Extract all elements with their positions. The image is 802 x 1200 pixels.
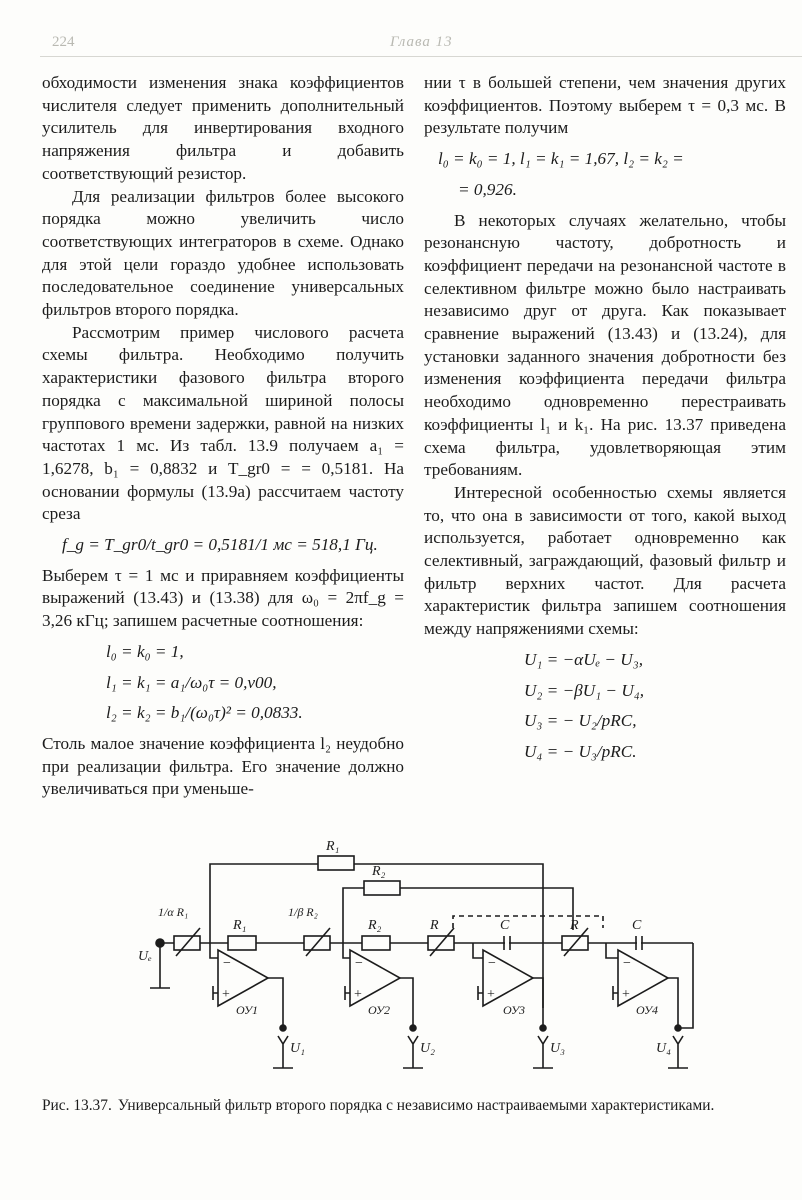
equation: l₁ = k₁ = a₁/ω₀τ = 0,v00, — [106, 672, 277, 692]
svg-text:+: + — [487, 987, 495, 1002]
label: R₁ — [233, 918, 247, 933]
equation-group — [42, 641, 404, 725]
figure-caption — [42, 1096, 782, 1116]
equation: f_g = T_gr0/t_gr0 = 0,5181/1 мс = 518,1 Гц. — [62, 535, 378, 555]
opamp-1 — [210, 943, 283, 1028]
opamp-3 — [473, 943, 543, 1028]
svg-text:U₄: U₄ — [656, 1041, 671, 1056]
left-column — [42, 72, 404, 801]
opamp-4 — [606, 943, 678, 1028]
equation: U₂ = −βU₁ − U₄, — [524, 680, 645, 700]
label: R — [570, 918, 579, 933]
right-column — [424, 72, 786, 772]
output-u1 — [273, 1025, 305, 1068]
label: ОУ3 — [503, 1003, 526, 1017]
label: Uₑ — [138, 949, 152, 964]
chapter-title: Глава 13 — [390, 34, 453, 50]
equation: l₀ = k₀ = 1, — [106, 641, 184, 661]
caption-text: Универсальный фильтр второго порядка с независимо настраиваемыми характеристиками. — [117, 1097, 715, 1114]
paragraph: Интересной особенностью схемы является то, что она в зависимости от того, какой выход используется, работает одновременно как селективный, заграждающий, фазовый фильтр и фильтр верхних частот. Для расчета характеристик фильтра запишем соотношения между напряжениями схемы: — [424, 482, 786, 639]
resistor-r1-top — [318, 856, 354, 870]
ground-in — [150, 978, 170, 988]
paragraph: Столь малое значение коэффициента l₂ неудобно при реализации фильтра. Его значение должно увеличиваться при уменьше- — [42, 733, 404, 799]
label: R — [430, 918, 439, 933]
svg-text:−: − — [488, 956, 496, 971]
page-header — [40, 34, 802, 57]
equation: = 0,926. — [458, 179, 517, 199]
svg-text:U₁: U₁ — [290, 1041, 305, 1056]
output-u2 — [403, 1025, 435, 1068]
equation: l₀ = k₀ = 1, l₁ = k₁ = 1,67, l₂ = k₂ = — [438, 149, 684, 169]
paragraph: Рассмотрим пример числового расчета схемы фильтра. Необходимо получить характеристики фазового фильтра второго порядка с максимальной шириной полосы группового времени задержки, равной на низких частотах 1 мс. Из табл. 13.9 получаем a₁ = 1,6278, b₁ = 0,8832 и T_gr0 = = 0,5181. На основании формулы (13.9а) рассчитаем частоту среза — [42, 322, 404, 524]
caption-label: Рис. 13.37. — [42, 1097, 112, 1114]
paragraph: Выберем τ = 1 мс и приравняем коэффициенты выражений (13.43) и (13.38) для ω₀ = 2πf_g = 3,26 кГц; запишем расчетные соотношения: — [42, 565, 404, 631]
label: 1/α R₁ — [158, 905, 189, 919]
equation: U₄ = − U₃/pRC. — [524, 741, 637, 761]
capacitor-gap — [505, 937, 509, 949]
resistor-r1 — [228, 936, 256, 950]
output-u3 — [533, 1025, 565, 1068]
resistor-r2-top — [364, 881, 400, 895]
label: ОУ2 — [368, 1003, 391, 1017]
label: C — [500, 918, 510, 933]
wire — [343, 888, 573, 943]
label: 1/β R₂ — [288, 905, 318, 919]
gang-link — [453, 916, 603, 928]
opamp-2 — [343, 943, 413, 1028]
equation: U₃ = − U₂/pRC, — [524, 711, 637, 731]
svg-text:−: − — [623, 956, 631, 971]
svg-text:+: + — [222, 987, 230, 1002]
equation: U₁ = −αUₑ − U₃, — [524, 649, 643, 669]
equation: l₂ = k₂ = b₁/(ω₀τ)² = 0,0833. — [106, 703, 303, 723]
wire — [678, 943, 693, 1028]
label: ОУ1 — [236, 1003, 259, 1017]
label: C — [632, 918, 642, 933]
svg-text:+: + — [622, 987, 630, 1002]
svg-text:−: − — [355, 956, 363, 971]
resistor-r2 — [362, 936, 390, 950]
paragraph: Для реализации фильтров более высокого порядка можно увеличить число соответствующих интеграторов в схеме. Однако для этой цели гораздо удобнее использовать последовательное соединение универсальных фильтров второго порядка. — [42, 186, 404, 320]
paragraph: нии τ в большей степени, чем значения других коэффициентов. Поэтому выберем τ = 0,3 мс. В результате получим — [424, 73, 786, 138]
svg-text:−: − — [223, 956, 231, 971]
filter-circuit-diagram — [118, 828, 698, 1088]
page-number: 224 — [52, 34, 75, 50]
svg-text:+: + — [354, 987, 362, 1002]
svg-text:U₂: U₂ — [420, 1041, 435, 1056]
label: R₂ — [372, 864, 386, 879]
equation-group — [424, 649, 786, 764]
paragraph: обходимости изменения знака коэффициентов числителя следует применить дополнительный усилитель для инвертирования входного напряжения фильтра и добавить соответствующий резистор. — [42, 73, 404, 183]
output-u4 — [656, 1025, 688, 1068]
label: R₂ — [368, 918, 382, 933]
svg-text:U₃: U₃ — [550, 1041, 565, 1056]
label: R₁ — [326, 839, 340, 854]
paragraph: В некоторых случаях желательно, чтобы резонансную частоту, добротность и коэффициент передачи на резонансной частоте в селективном фильтре можно было настраивать независимо друг от друга. Как показывает сравнение выражений (13.43) и (13.24), для установки заданного значения добротности без изменения коэффициента передачи фильтра необходимо одновременно перестраивать коэффициенты l₁ и k₁. На рис. 13.37 приведена схема фильтра, удовлетворяющая этим требованиям. — [424, 210, 786, 480]
label: ОУ4 — [636, 1003, 659, 1017]
capacitor-gap — [637, 937, 641, 949]
